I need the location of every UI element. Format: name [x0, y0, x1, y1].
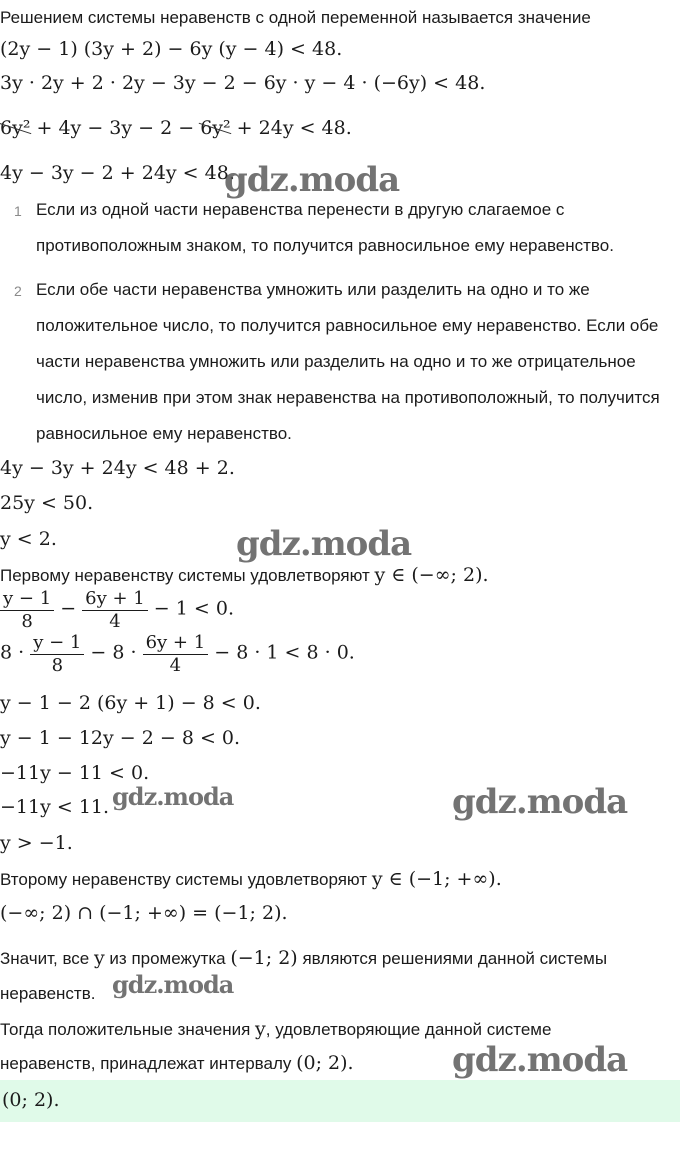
conclusion-line-1 — [0, 947, 607, 969]
fraction-equation-2 — [0, 632, 355, 677]
conclusion-text: являются решениями данной системы — [297, 949, 608, 968]
numerator: y − 1 — [30, 632, 84, 655]
fraction-equation-1 — [0, 588, 234, 633]
positive-line-1 — [0, 1018, 551, 1040]
equation-3-middle: + 4y − 3y − 2 − — [30, 117, 201, 139]
interval: (0; 2). — [296, 1052, 354, 1074]
equation-6: 25y < 50. — [0, 492, 94, 514]
equation-rest: − 8 · 1 < 8 · 0. — [208, 641, 355, 664]
rule-text: Если обе части неравенства умножить или разделить на одно и то же положительное число, то получится равносильное ему неравенство. Если обе части неравенства умножить или разделить на одно и то же отрицательное число, изменив при этом знак неравенства на противоположный, то получится равносильное ему неравенство. — [36, 280, 660, 443]
fraction — [143, 632, 209, 677]
watermark: gdz.moda — [112, 970, 234, 999]
intersection-equation: (−∞; 2) ∩ (−1; +∞) = (−1; 2). — [0, 902, 288, 924]
interval: (−1; 2) — [230, 947, 298, 969]
rule-2 — [0, 272, 680, 452]
rule-text: Если из одной части неравенства перенести в другую слагаемое с противоположным знаком, то получится равносильное ему неравенство. — [36, 200, 614, 255]
first-solution-math: y ∈ (−∞; 2). — [374, 564, 489, 586]
equation-9: y − 1 − 12y − 2 − 8 < 0. — [0, 727, 241, 749]
equation-2: 3y · 2y + 2 · 2y − 3y − 2 − 6y · y − 4 · (−6y) < 48. — [0, 72, 486, 94]
variable-y: y — [93, 947, 105, 969]
equation-10: −11y − 11 < 0. — [0, 762, 150, 784]
watermark: gdz.moda — [236, 524, 412, 564]
watermark: gdz.moda — [452, 1040, 628, 1080]
positive-text: , удовлетворяющие данной системе — [265, 1020, 552, 1039]
fraction — [0, 588, 54, 633]
second-solution-math: y ∈ (−1; +∞). — [371, 868, 502, 890]
denominator: 8 — [51, 655, 64, 676]
rule-number: 1 — [14, 203, 22, 219]
first-solution-text: Первому неравенству системы удовлетворяют — [0, 566, 375, 585]
denominator: 4 — [109, 611, 121, 632]
numerator: 6y + 1 — [143, 632, 209, 655]
answer-box — [0, 1080, 680, 1122]
equation-1: (2y − 1) (3y + 2) − 6y (y − 4) < 48. — [0, 38, 343, 60]
equation-rest: − 1 < 0. — [147, 597, 234, 620]
numerator: 6y + 1 — [82, 588, 148, 611]
second-inequality-solution — [0, 868, 502, 890]
conclusion-text: Значит, все — [0, 949, 94, 968]
equation-7: y < 2. — [0, 528, 57, 550]
equation-11: −11y < 11. — [0, 796, 110, 818]
watermark: gdz.moda — [112, 782, 234, 811]
cancelled-term: 6y² — [200, 117, 231, 139]
intro-text: Решением системы неравенств с одной переменной называется значение — [0, 8, 591, 27]
positive-line-2 — [0, 1052, 354, 1074]
answer-value: (0; 2). — [2, 1089, 60, 1111]
rule-1 — [0, 192, 680, 264]
second-solution-text: Второму неравенству системы удовлетворяют — [0, 870, 372, 889]
denominator: 4 — [169, 655, 182, 676]
equation-3 — [0, 117, 352, 139]
equation-5: 4y − 3y + 24y < 48 + 2. — [0, 457, 235, 479]
rule-number: 2 — [14, 283, 22, 299]
equation-3-end: + 24y < 48. — [230, 117, 352, 139]
denominator: 8 — [21, 611, 33, 632]
fraction — [82, 588, 148, 633]
equation-12: y > −1. — [0, 832, 73, 854]
variable-y: y — [255, 1018, 266, 1040]
positive-text: Тогда положительные значения — [0, 1020, 256, 1039]
operator: − 8 · — [84, 641, 143, 664]
multiplier: 8 · — [0, 641, 31, 664]
watermark: gdz.moda — [224, 160, 400, 200]
fraction — [30, 632, 84, 677]
equation-8: y − 1 − 2 (6y + 1) − 8 < 0. — [0, 692, 261, 714]
positive-text: неравенств, принадлежат интервалу — [0, 1054, 297, 1073]
equation-4: 4y − 3y − 2 + 24y < 48. — [0, 162, 235, 184]
numerator: y − 1 — [0, 588, 54, 611]
first-inequality-solution — [0, 564, 489, 586]
conclusion-line-2: неравенств. — [0, 984, 96, 1003]
conclusion-text: из промежутка — [104, 949, 231, 968]
cancelled-term: 6y² — [0, 117, 31, 139]
watermark: gdz.moda — [452, 782, 628, 822]
operator: − — [54, 597, 83, 620]
